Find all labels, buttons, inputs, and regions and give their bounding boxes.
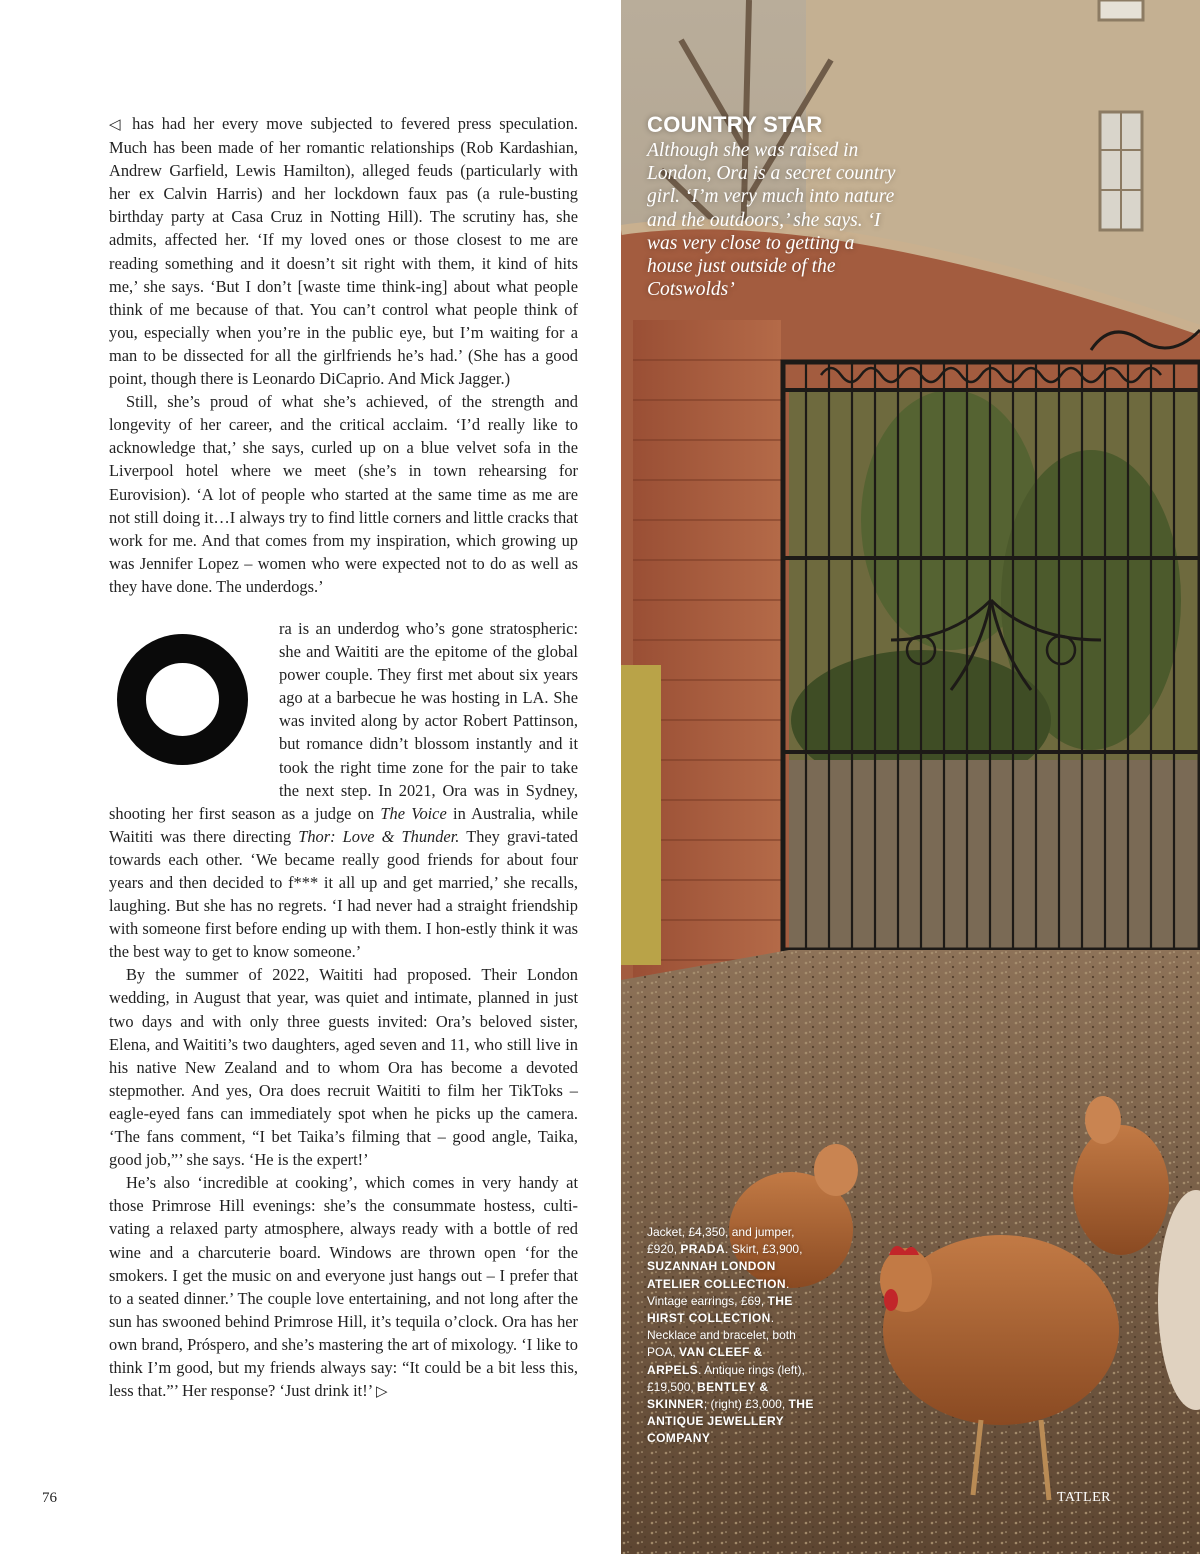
credit-text: . Antique rings (left), £19,500, [647, 1362, 805, 1394]
credit-brand: SUZANNAH LONDON ATELIER COLLECTION [647, 1259, 786, 1291]
paragraph-text: in Australia, while Waititi was there directing [109, 803, 579, 846]
paragraph-text: They gravi-tated towards each other. ‘We became really good friends for about four years and then decided to f*** it all up and get married,’ she recalls, laughing. But she has no regrets. ‘I had never had a straight friendship with someone first before ending up with them. I hon-estly think it was the best way to get to know someone.’ [109, 826, 578, 962]
house-window-upper [1099, 0, 1143, 20]
credit-brand: VAN CLEEF & ARPELS [647, 1345, 763, 1377]
wooden-side-gate [621, 665, 661, 965]
article-paragraph-4: By the summer of 2022, Waititi had proposed. Their London wedding, in August that year, was quiet and intimate, planned in just two days and with only three guests invited: Ora’s beloved sister, Elena, and Waititi’s two daughters, aged seven and 11, who still live in his native New Zealand and to whom Ora has become a devoted stepmother. And yes, Ora does recruit Waititi to film her TikToks – eagle-eyed fans can immediately spot when he picks up the camera. ‘The fans comment, “I bet Taika’s filming that – good angle, Taika, good job,”’ she says. ‘He is the expert!’ [109, 965, 578, 1170]
drop-cap-o [109, 621, 267, 779]
continued-from-arrow-icon: ◁ [109, 115, 125, 133]
show-title: The Voice [380, 803, 447, 823]
paragraph-text: He’s also ‘incredible at cooking’, which comes in very handy at those Primrose Hill evenings: she’s the consummate hostess, culti-vating a relaxed party atmosphere, always ready with a bottle of red wine and a charcuterie board. Windows are thrown open ‘for the smokers. I get the music on and everyone just hangs out – I prefer that to a seated dinner.’ The couple love entertaining, and not long after the sun has swooned behind Primrose Hill, it’s tequila o’clock. Ora has her own brand, Próspero, and she’s mastering the art of mixology. ‘I like to think I’m good, but my friends always say: “It could be a bit less this, less that.”’ Her response? ‘Just drink it!’ [109, 1173, 578, 1401]
film-title: Thor: Love & Thunder. [298, 826, 460, 846]
caption-heading: COUNTRY STAR [647, 112, 823, 137]
page-number: 76 [42, 1490, 57, 1506]
credit-text: . Vintage earrings, £69, [647, 1276, 790, 1308]
caption-quote: Although she was raised in London, Ora is a secret country girl. ‘I’m very much into nature and the outdoors,’ she says. ‘I was very close to getting a house just outside of the Cotswolds’ [647, 140, 896, 301]
credit-brand: BENTLEY & SKINNER [647, 1379, 769, 1412]
magazine-name: TATLER [1057, 1490, 1111, 1505]
credit-text: Jacket, £4,350, and jumper, £920, [647, 1225, 795, 1257]
end-arrow-icon: ▷ [376, 1382, 388, 1401]
credit-brand: THE HIRST COLLECTION [647, 1293, 793, 1326]
article-paragraph-3 [109, 617, 578, 963]
article-paragraph-5 [109, 1171, 578, 1403]
article-column [109, 112, 578, 1403]
fashion-credits [647, 1224, 815, 1448]
credit-text: . Skirt, £3,900, [725, 1242, 803, 1257]
photo-caption [647, 112, 897, 301]
paragraph-text: has had her every move subjected to fevered press speculation. Much has been made of her romantic relationships (Rob Kardashian, Andrew Garfield, Lewis Hamilton), alleged feuds (particularly with her ex Calvin Harris) and her lockdown faux pas (a rule-busting birthday party at Casa Cruz in Notting Hill). The scrutiny has, she admits, affected her. ‘If my loved ones or those closest to me are reading something and it doesn’t sit right with them, it kind of hits me,’ she says. ‘But I don’t [waste time think-ing] about what people think of me because of that. You can’t control what people think of you, especially when you’re in the public eye, but I’m waiting for a man to be dissected for all the girlfriends he’s had.’ (She has a good point, though there is Leonardo DiCaprio. And Mick Jagger.) [109, 114, 578, 389]
drop-cap-ring [117, 634, 248, 765]
article-paragraph-1 [109, 112, 578, 390]
photo-panel [621, 0, 1200, 1554]
article-paragraph-2: Still, she’s proud of what she’s achieved, of the strength and longevity of her career, and the critical acclaim. ‘I’d really like to acknowledge that,’ she says, curled up on a blue velvet sofa in the Liverpool hotel where we meet (she’s in town rehearsing for Eurovision). ‘A lot of people who started at the same time as me are not still doing it…I always try to find little corners and little cracks that work for me. And that comes from my inspiration, which growing up was Jennifer Lopez – women who were expected not to do as well as they have done. The underdogs.’ [109, 392, 578, 596]
credit-text: ; (right) £3,000, [703, 1397, 789, 1412]
credit-brand: PRADA [680, 1242, 726, 1257]
credit-text: . Necklace and bracelet, both POA, [647, 1311, 796, 1360]
paragraph-text: ra is an underdog who’s gone stratospheric: she and Waititi are the epitome of the global power couple. They first met about six years ago at a barbecue he was hosting in LA. She was invited along by actor Robert Pattinson, but romance didn’t blossom instantly and it took the right time zone for the pair to take the next step. In 2021, Ora was in Sydney, shooting her first season as a judge on [109, 618, 578, 823]
credit-brand: THE ANTIQUE JEWELLERY COMPANY [647, 1397, 814, 1446]
